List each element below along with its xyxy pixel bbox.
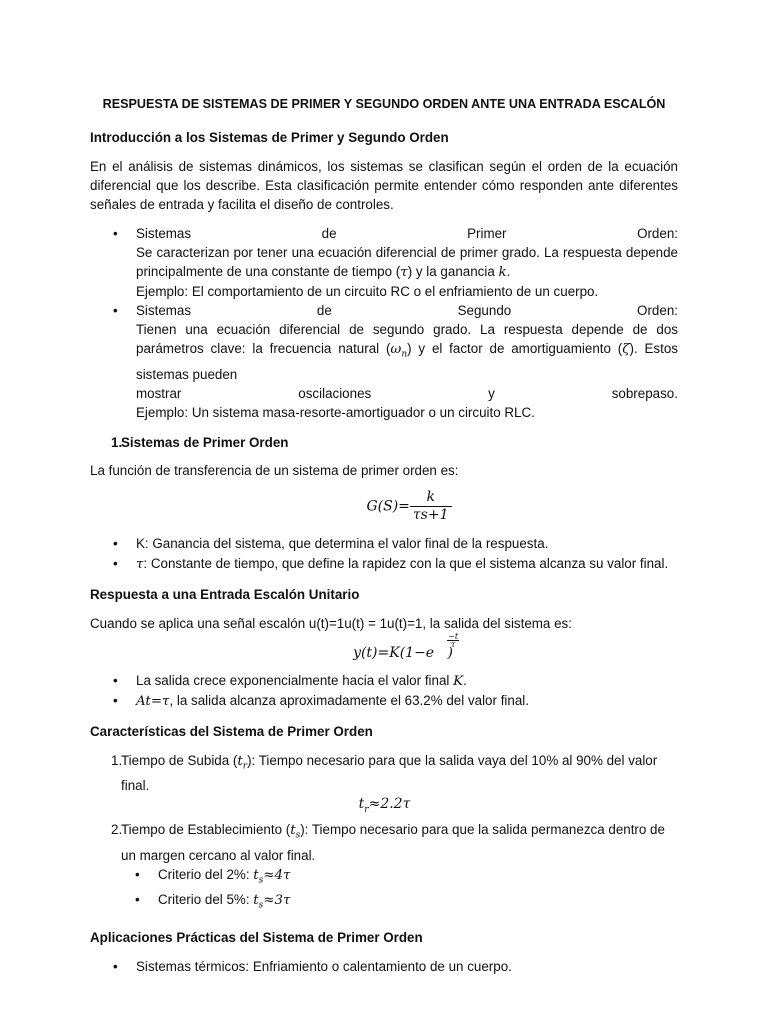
rise-time-equation: $t_r\approx 2.2\tau$ — [358, 796, 411, 816]
second-order-label: • Sistemas de Segundo Orden: — [136, 303, 678, 318]
step-intro: Cuando se aplica una señal escalón u(t)=1u(t) = 1u(t)=1, la salida del sistema es: — [90, 615, 572, 631]
list-item-criterion-5: • Criterio del 5%: $t_s\approx 3\tau$ — [121, 890, 678, 916]
intro-paragraph: En el análisis de sistemas dinámicos, los sistemas se clasifican según el orden de la ecuación diferencial que los describe. Esta clasificación permite entender cómo responden ante diferentes señales de entrada y facilita el diseño de controles. — [90, 159, 678, 212]
list-item-settling-time: 2. Tiempo de Establecimiento $(t_s)$: Tiempo necesario para que la salida permanezca dentro de un margen cercano al valor final. • Criterio del 2%: $t_s\approx 4\tau$ • Criterio del 5%: $t_s\approx 3\tau$ — [90, 820, 678, 916]
transfer-function-equation: G(S)= $\frac{k}{\tau s+1}$ — [90, 489, 678, 524]
gain-list — [90, 534, 678, 574]
applications-heading: Aplicaciones Prácticas del Sistema de Primer Orden — [90, 930, 423, 946]
second-order-example: Ejemplo: Un sistema masa-resorte-amortiguador o un circuito RLC. — [136, 404, 535, 420]
section-1-heading: 1. Sistemas de Primer Orden — [111, 434, 289, 450]
step-response-list — [90, 671, 678, 711]
second-order-description-end: mostrar oscilaciones y sobrepaso. — [136, 385, 678, 401]
section-1-list — [90, 433, 678, 452]
document-title: RESPUESTA DE SISTEMAS DE PRIMER Y SEGUNDO ORDEN ANTE UNA ENTRADA ESCALÓN — [102, 97, 666, 111]
second-order-description: Tienen una ecuación diferencial de segundo grado. La respuesta depende de dos parámetros clave: la frecuencia natural $(\omega_n)$ y el factor de amortiguamiento (ζ). Estos sistemas pueden — [136, 322, 678, 382]
criteria-list — [121, 865, 678, 916]
list-item-first-order — [90, 224, 678, 301]
list-item-second-order — [90, 301, 678, 422]
transfer-function-intro: La función de transferencia de un sistema de primer orden es: — [90, 462, 459, 478]
intro-heading: Introducción a los Sistemas de Primer y Segundo Orden — [90, 130, 449, 145]
list-item-rise-time: 1. Tiempo de Subida $(t_r)$: Tiempo necesario para que la salida vaya del 10% al 90% del valor final. $t_r\approx 2.2\tau$ — [90, 751, 678, 820]
first-order-example: Ejemplo: El comportamiento de un circuito RC o el enfriamiento de un cuerpo. — [136, 284, 599, 299]
order-list — [90, 224, 678, 422]
applications-list — [90, 957, 678, 976]
list-item-time-constant: • τ: Constante de tiempo, que define la rapidez con la que el sistema alcanza su valor final. — [90, 554, 678, 574]
characteristics-list — [90, 751, 678, 916]
list-item-criterion-2: • Criterio del 2%: $t_s\approx 4\tau$ — [121, 865, 678, 891]
first-order-label: • Sistemas de Primer Orden: — [136, 226, 678, 241]
characteristics-heading: Características del Sistema de Primer Orden — [90, 723, 373, 739]
document-page — [90, 95, 678, 976]
first-order-description: Se caracterizan por tener una ecuación diferencial de primer grado. La respuesta depende principalmente de una constante de tiempo (τ) y la ganancia k. — [136, 245, 678, 280]
step-response-equation: y(t)=K(1−e −t τ ) — [353, 631, 459, 661]
list-item-exponential: • La salida crece exponencialmente hacia el valor final K. — [90, 671, 678, 691]
list-item-thermal: • Sistemas térmicos: Enfriamiento o calentamiento de un cuerpo. — [90, 957, 678, 976]
step-heading: Respuesta a una Entrada Escalón Unitario — [90, 586, 360, 602]
list-item-63-percent: • At=τ, la salida alcanza aproximadamente el 63.2% del valor final. — [90, 691, 678, 711]
list-item-gain: • K: Ganancia del sistema, que determina el valor final de la respuesta. — [90, 534, 678, 554]
